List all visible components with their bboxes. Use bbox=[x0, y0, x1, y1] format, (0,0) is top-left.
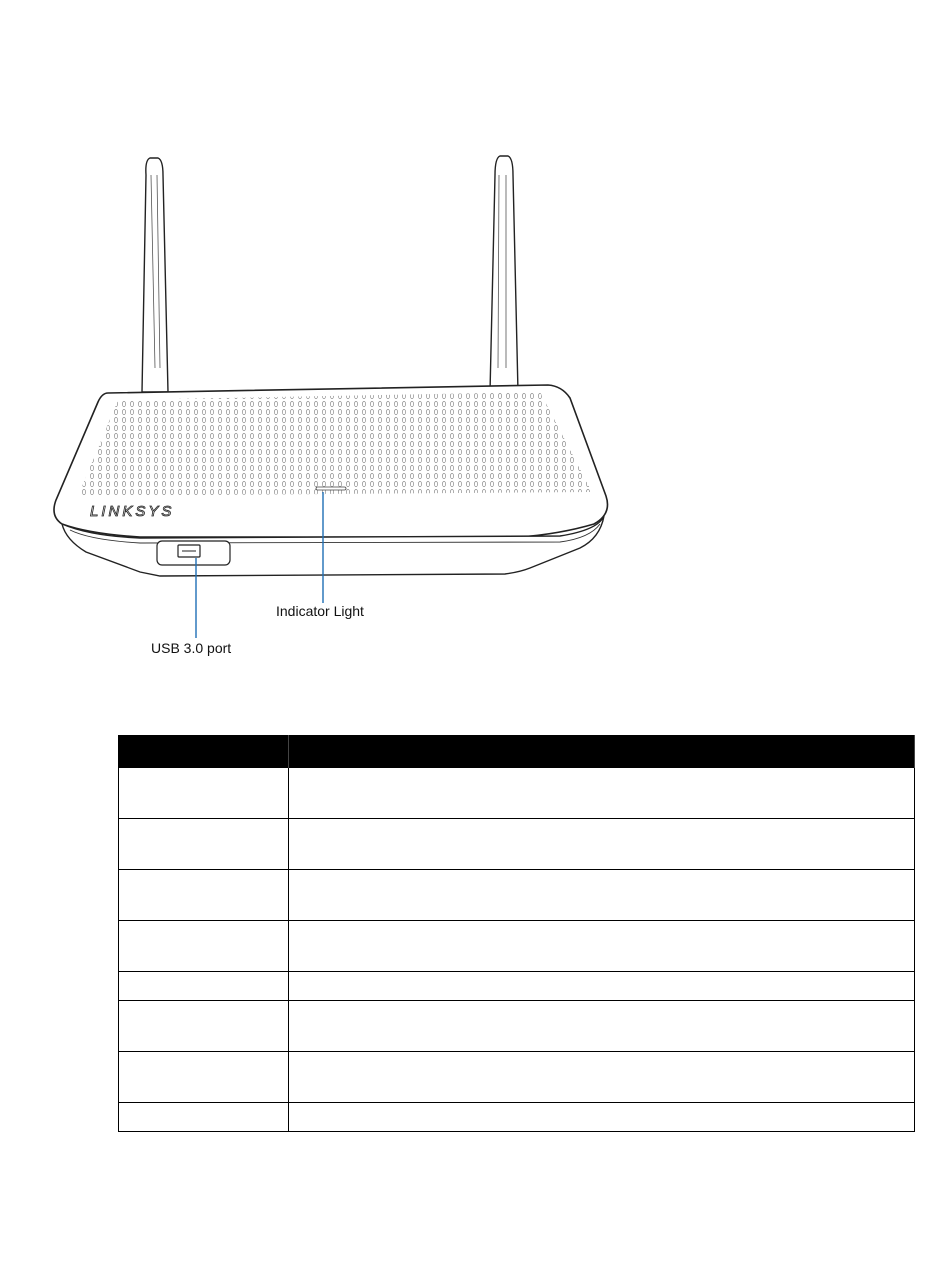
table-cell bbox=[119, 1052, 289, 1103]
table-cell bbox=[119, 819, 289, 870]
table-cell bbox=[119, 1103, 289, 1132]
port-description-table bbox=[118, 735, 915, 1132]
table-row bbox=[119, 972, 915, 1001]
table-cell bbox=[119, 768, 289, 819]
table-cell bbox=[289, 921, 915, 972]
table-header-row bbox=[119, 735, 915, 768]
table-header-cell bbox=[289, 735, 915, 768]
left-antenna bbox=[142, 158, 168, 392]
table-cell bbox=[119, 1001, 289, 1052]
brand-logo: LINKSYS bbox=[90, 503, 175, 520]
indicator-light-label: Indicator Light bbox=[276, 603, 364, 619]
router-body bbox=[54, 385, 608, 576]
table-cell bbox=[119, 972, 289, 1001]
table-header-cell bbox=[119, 735, 289, 768]
table-row bbox=[119, 819, 915, 870]
table-row bbox=[119, 1103, 915, 1132]
table-cell bbox=[289, 870, 915, 921]
table-cell bbox=[289, 972, 915, 1001]
table-row bbox=[119, 1052, 915, 1103]
right-antenna bbox=[490, 156, 518, 392]
table-cell bbox=[289, 819, 915, 870]
table-cell bbox=[289, 1052, 915, 1103]
table-cell bbox=[119, 921, 289, 972]
indicator-light bbox=[316, 487, 346, 490]
table-row bbox=[119, 921, 915, 972]
usb-port-label: USB 3.0 port bbox=[151, 640, 232, 656]
table-cell bbox=[289, 1001, 915, 1052]
table-cell bbox=[289, 1103, 915, 1132]
table-cell bbox=[119, 870, 289, 921]
table-row bbox=[119, 870, 915, 921]
table-cell bbox=[289, 768, 915, 819]
table-row bbox=[119, 1001, 915, 1052]
table-row bbox=[119, 768, 915, 819]
